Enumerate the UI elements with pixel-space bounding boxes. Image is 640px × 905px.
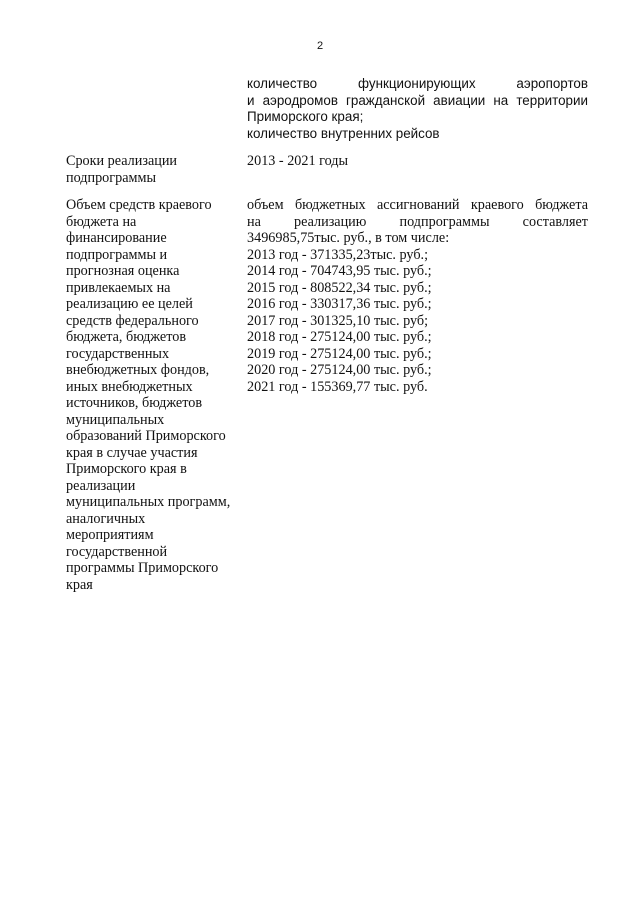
- value-line: Приморского края;: [247, 109, 364, 124]
- label-line: финансирование: [66, 230, 167, 246]
- value-line: [247, 214, 588, 231]
- label-line: государственной: [66, 543, 168, 560]
- label-line: программы Приморского: [66, 560, 219, 576]
- label-line: бюджета, бюджетов: [66, 329, 187, 345]
- label-line: источников, бюджетов: [66, 395, 203, 411]
- word: составляет: [522, 213, 588, 230]
- page-number: 2: [316, 40, 324, 52]
- label-line: внебюджетных фондов,: [66, 362, 210, 378]
- row-value: [247, 153, 588, 170]
- label-line: прогнозная оценка: [66, 263, 180, 279]
- word: объем: [247, 197, 284, 213]
- word: подпрограммы: [399, 213, 490, 230]
- row-label: [66, 153, 246, 186]
- row-value: [247, 197, 588, 395]
- label-line: государственных: [66, 345, 170, 362]
- value-line: 2015 год - 808522,34 тыс. руб.;: [247, 279, 432, 296]
- label-line: реализации: [66, 477, 136, 494]
- label-line: подпрограммы и: [66, 246, 168, 263]
- label-line: иных внебюджетных: [66, 378, 193, 395]
- value-line: количество внутренних рейсов: [247, 125, 440, 141]
- word: бюджета: [535, 197, 588, 213]
- label-line: Объем средств краевого: [66, 197, 212, 213]
- value-line: 2019 год - 275124,00 тыс. руб.;: [247, 345, 432, 362]
- value-line: 2018 год - 275124,00 тыс. руб.;: [247, 329, 432, 345]
- value-line: [247, 93, 588, 110]
- value-line: 2017 год - 301325,10 тыс. руб;: [247, 312, 429, 329]
- word: реализацию: [294, 213, 367, 230]
- word: на: [247, 213, 261, 230]
- row-value: [247, 76, 588, 142]
- value-line: 2013 год - 371335,23тыс. руб.;: [247, 246, 429, 263]
- row-label: [66, 197, 246, 593]
- word: и: [247, 92, 255, 108]
- value-line: 2021 год - 155369,77 тыс. руб.: [247, 378, 428, 395]
- word: ассигнований: [376, 197, 460, 213]
- word: количество: [247, 76, 318, 91]
- label-line: края в случае участия: [66, 444, 198, 461]
- word: территории: [516, 92, 588, 108]
- word: на: [493, 92, 509, 108]
- label-line: образований Приморского: [66, 428, 226, 444]
- value-line: 2016 год - 330317,36 тыс. руб.;: [247, 296, 432, 312]
- word: аэропортов: [516, 76, 588, 91]
- value-line: 2013 - 2021 годы: [247, 153, 349, 169]
- value-line: 2020 год - 275124,00 тыс. руб.;: [247, 362, 432, 378]
- word: краевого: [470, 197, 524, 213]
- word: бюджетных: [294, 197, 366, 213]
- word: авиации: [433, 92, 486, 108]
- label-line: Приморского края в: [66, 461, 187, 477]
- label-line: привлекаемых на: [66, 279, 171, 296]
- word: гражданской: [346, 92, 426, 108]
- value-line: [247, 76, 588, 93]
- label-line: муниципальных программ,: [66, 494, 231, 510]
- value-line: 2014 год - 704743,95 тыс. руб.;: [247, 263, 432, 279]
- word: аэродромов: [262, 92, 338, 108]
- label-line: края: [66, 576, 93, 593]
- value-line: [247, 197, 588, 214]
- label-line: подпрограммы: [66, 169, 156, 186]
- label-line: аналогичных: [66, 510, 146, 527]
- label-line: мероприятиям: [66, 527, 154, 543]
- label-line: бюджета на: [66, 213, 137, 230]
- word: функционирующих: [358, 76, 476, 91]
- value-line: 3496985,75тыс. руб., в том числе:: [247, 230, 450, 246]
- label-line: муниципальных: [66, 411, 165, 428]
- label-line: средств федерального: [66, 312, 199, 329]
- label-line: реализацию ее целей: [66, 296, 193, 312]
- label-line: Сроки реализации: [66, 153, 178, 169]
